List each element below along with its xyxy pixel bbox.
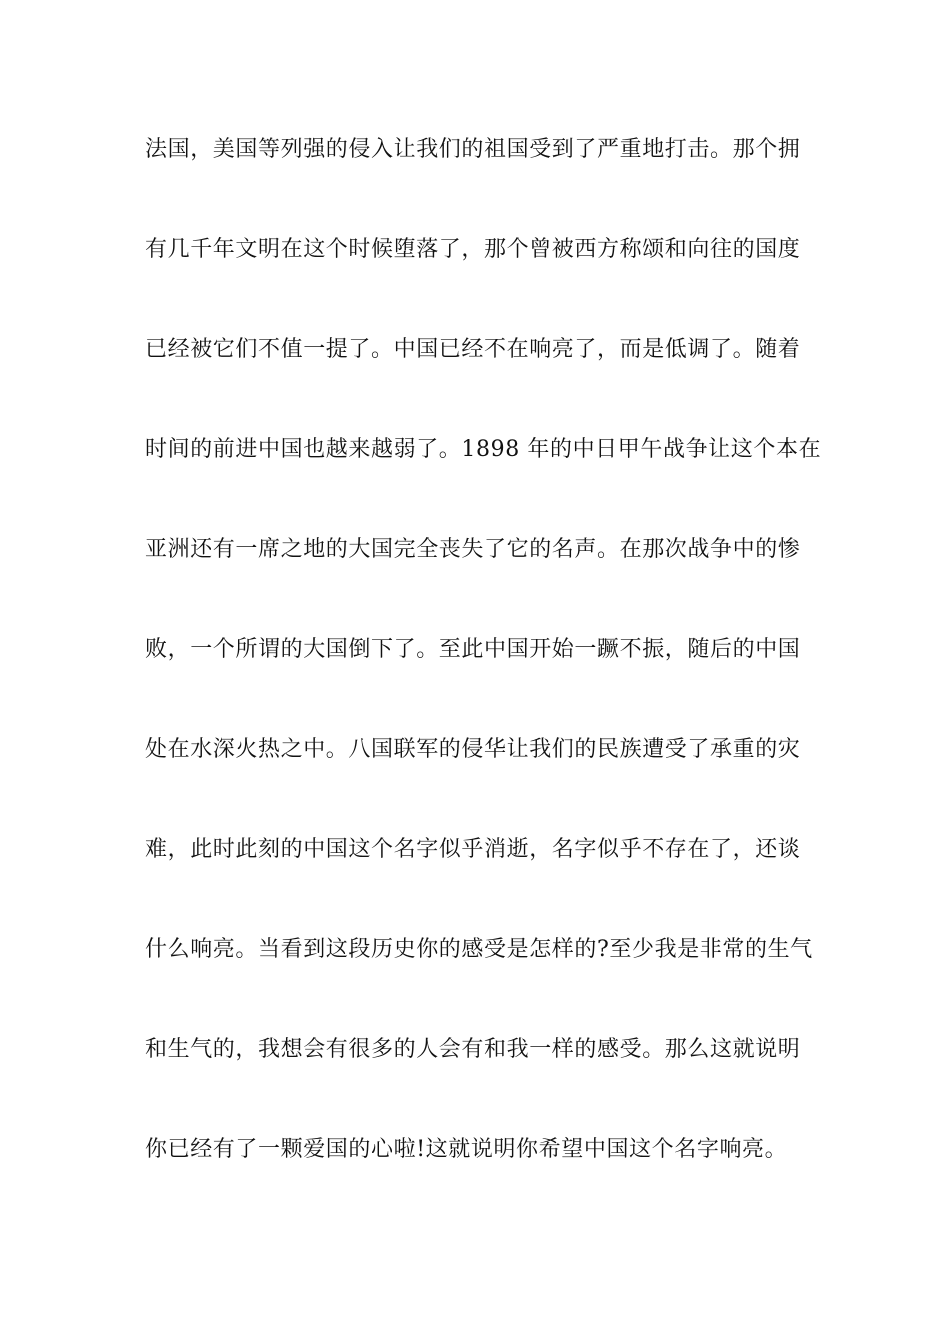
text-line: 已经被它们不值一提了。中国已经不在响亮了，而是低调了。随着 <box>145 337 801 362</box>
text-line: 有几千年文明在这个时候堕落了，那个曾被西方称颂和向往的国度 <box>145 237 801 262</box>
body-text <box>145 130 825 1230</box>
text-line: 法国，美国等列强的侵入让我们的祖国受到了严重地打击。那个拥 <box>145 137 801 162</box>
text-line: 和生气的，我想会有很多的人会有和我一样的感受。那么这就说明 <box>145 1037 801 1062</box>
text-line: 败，一个所谓的大国倒下了。至此中国开始一蹶不振，随后的中国 <box>145 637 801 662</box>
text-line: 难，此时此刻的中国这个名字似乎消逝，名字似乎不存在了，还谈 <box>145 837 801 862</box>
text-line: 时间的前进中国也越来越弱了。1898 年的中日甲午战争让这个本在 <box>145 437 822 462</box>
text-line: 亚洲还有一席之地的大国完全丧失了它的名声。在那次战争中的惨 <box>145 537 801 562</box>
text-line: 什么响亮。当看到这段历史你的感受是怎样的?至少我是非常的生气 <box>145 937 813 962</box>
text-line: 你已经有了一颗爱国的心啦!这就说明你希望中国这个名字响亮。 <box>145 1137 788 1162</box>
text-line: 处在水深火热之中。八国联军的侵华让我们的民族遭受了承重的灾 <box>145 737 801 762</box>
